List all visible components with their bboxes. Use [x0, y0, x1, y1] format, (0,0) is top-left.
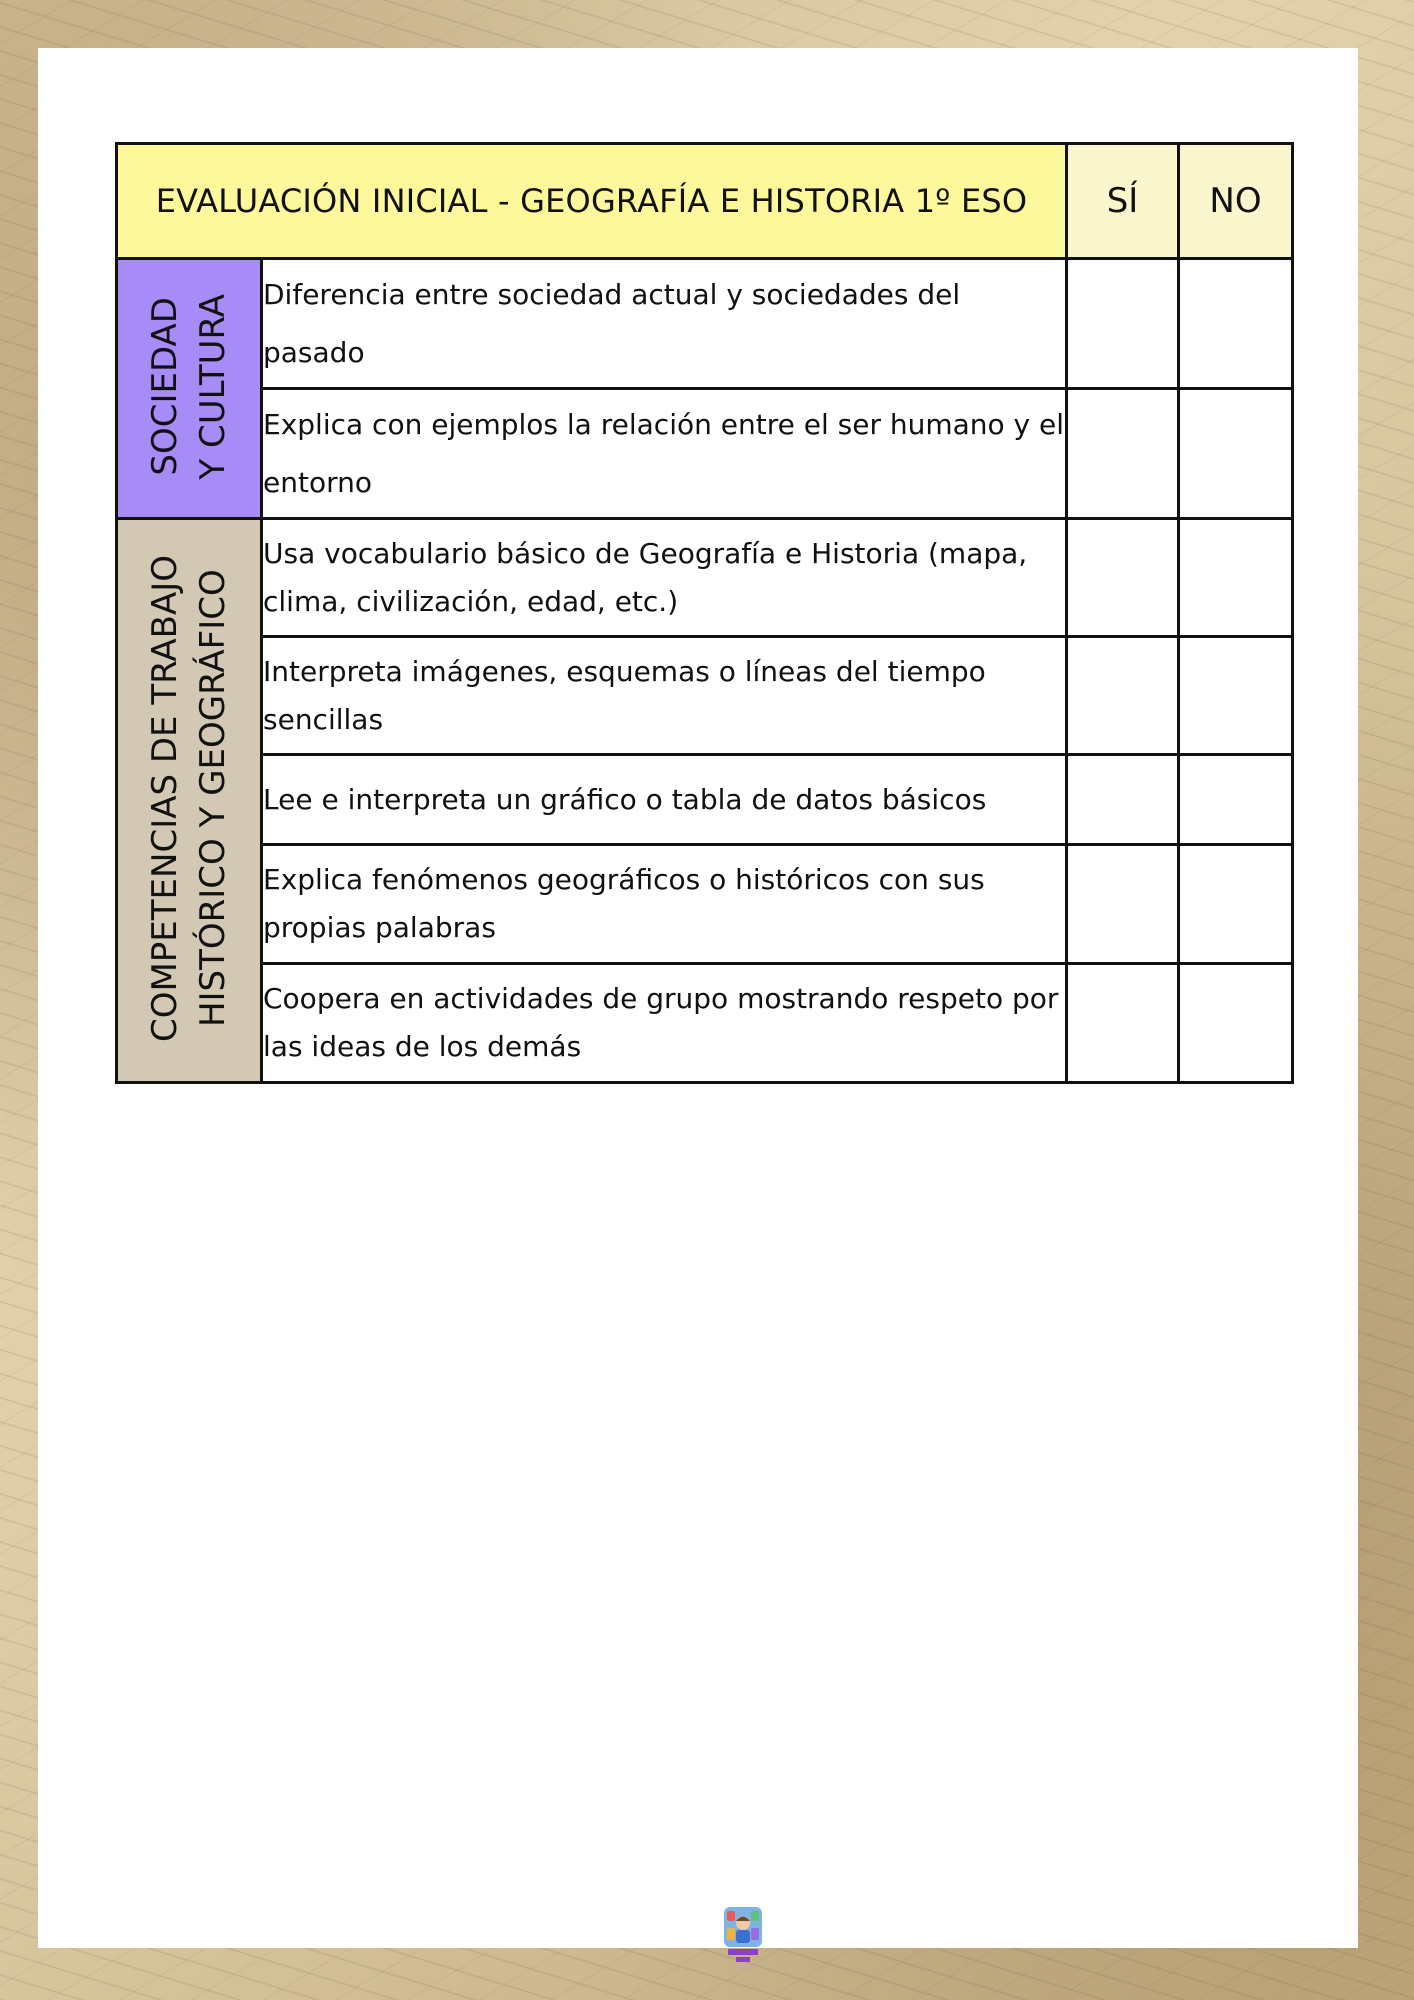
criterion-text: Diferencia entre sociedad actual y sociedades del pasado	[262, 259, 1067, 389]
criterion-text: Explica fenómenos geográficos o históricos con sus propias palabras	[262, 845, 1067, 964]
category-competencias	[117, 519, 262, 1083]
recursos-eso-logo-icon	[723, 1906, 763, 1964]
criterion-text: Coopera en actividades de grupo mostrando respeto por las ideas de los demás	[262, 964, 1067, 1083]
table-row	[117, 259, 1293, 389]
yes-checkbox-cell[interactable]	[1067, 964, 1179, 1083]
no-checkbox-cell[interactable]	[1179, 845, 1293, 964]
table-row	[117, 637, 1293, 755]
no-checkbox-cell[interactable]	[1179, 964, 1293, 1083]
yes-checkbox-cell[interactable]	[1067, 845, 1179, 964]
category-sociedad-cultura	[117, 259, 262, 519]
no-column-header: NO	[1179, 144, 1293, 259]
no-checkbox-cell[interactable]	[1179, 637, 1293, 755]
header-row	[117, 144, 1293, 259]
yes-column-header: SÍ	[1067, 144, 1179, 259]
table-row	[117, 845, 1293, 964]
yes-checkbox-cell[interactable]	[1067, 755, 1179, 845]
no-checkbox-cell[interactable]	[1179, 755, 1293, 845]
yes-checkbox-cell[interactable]	[1067, 259, 1179, 389]
table-title: EVALUACIÓN INICIAL - GEOGRAFÍA E HISTORIA 1º ESO	[117, 144, 1067, 259]
table-row	[117, 755, 1293, 845]
evaluation-table	[115, 142, 1294, 1084]
category-label: SOCIEDAD Y CULTURA	[145, 293, 233, 480]
criterion-text: Usa vocabulario básico de Geografía e Historia (mapa, clima, civilización, edad, etc.)	[262, 519, 1067, 637]
no-checkbox-cell[interactable]	[1179, 389, 1293, 519]
no-checkbox-cell[interactable]	[1179, 259, 1293, 389]
criterion-text: Explica con ejemplos la relación entre el ser humano y el entorno	[262, 389, 1067, 519]
criterion-text: Lee e interpreta un gráfico o tabla de datos básicos	[262, 755, 1067, 845]
yes-checkbox-cell[interactable]	[1067, 519, 1179, 637]
no-checkbox-cell[interactable]	[1179, 519, 1293, 637]
table-row	[117, 389, 1293, 519]
table-row	[117, 964, 1293, 1083]
page-sheet	[38, 48, 1358, 1948]
category-label: COMPETENCIAS DE TRABAJO HISTÓRICO Y GEOGRÁFICO	[145, 554, 233, 1043]
table-row	[117, 519, 1293, 637]
yes-checkbox-cell[interactable]	[1067, 389, 1179, 519]
criterion-text: Interpreta imágenes, esquemas o líneas del tiempo sencillas	[262, 637, 1067, 755]
yes-checkbox-cell[interactable]	[1067, 637, 1179, 755]
